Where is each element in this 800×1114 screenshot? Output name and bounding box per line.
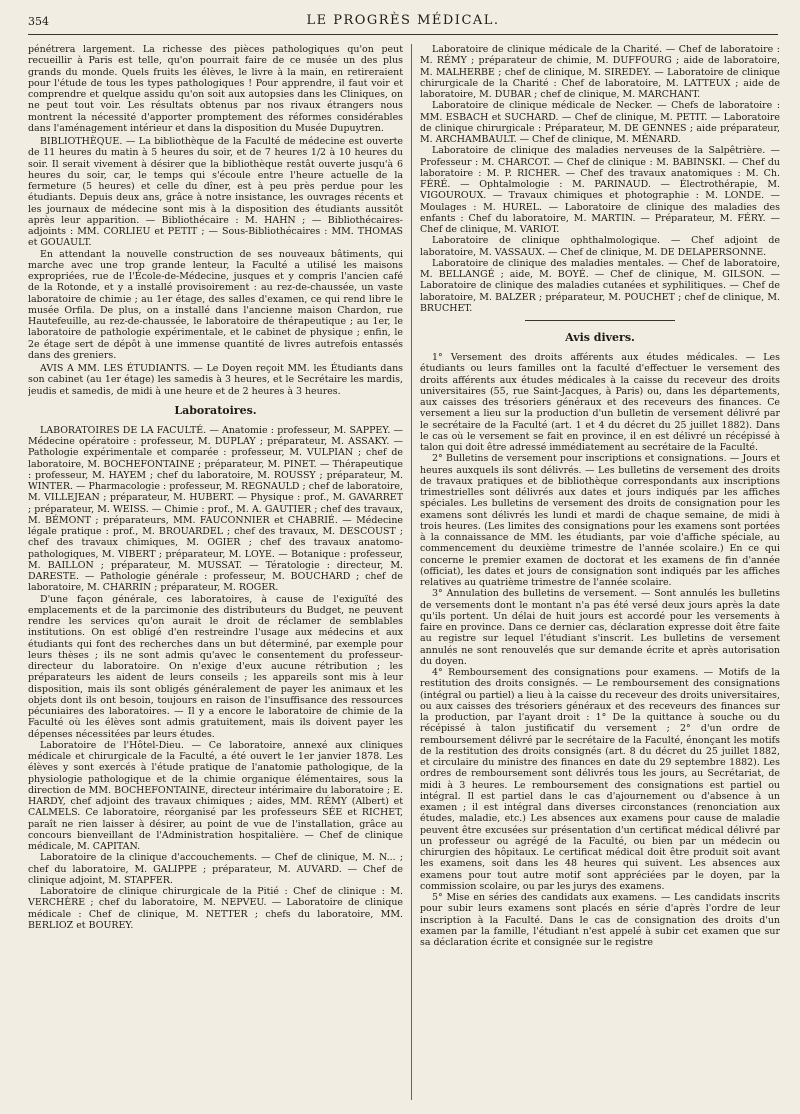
left-column	[28, 44, 403, 1108]
page-header	[28, 12, 778, 35]
page-number: 354	[28, 15, 49, 28]
hotel-dieu-paragraph: Laboratoire de l'Hôtel-Dieu. — Ce laboratoire, annexé aux cliniques médicale et chirurgicale de la Faculté, a été ouvert le 1er janvier 1878. Les élèves y sont exercés à l'étude pratique de l'anatomie pathologique, de la physiologie pathologique et de la chimie organique élémentaires, sous la direction de MM. BOCHEFONTAINE, directeur intérimaire du laboratoire ; E. HARDY, chef adjoint des travaux chimiques ; aides, MM. RÉMY (Albert) et CALMELS. Ce laboratoire, réorganisé par les professeurs SÉE et RICHET, paraît ne rien laisser à désirer, au point de vue de l'installation, grâce au concours bienveillant de l'Administration hospitalière. — Chef de clinique médicale, M. CAPITAN.	[28, 739, 403, 852]
batiments-paragraph: En attendant la nouvelle construction de ses nouveaux bâtiments, qui marche avec une trop grande lenteur, la Faculté a utilisé les maisons expropriées, rue de l'École-de-Médecine, jusques et y compris l'ancien café de la Rotonde, et y a installé provisoirement : au rez-de-chaussée, un vaste laboratoire de chimie ; au 1er étage, des salles d'examen, ce qui rend libre le musée Orfila. De plus, on a installé dans l'ancienne maison Chardon, rue Hautefeuille, au rez-de-chaussée, le laboratoire de thérapeutique ; au 1er, le laboratoire de pathologie expérimentale, et le cabinet de physique ; enfin, le 2e étage sert de dépôt à une immense quantité de livres autrefois entassés dans des greniers.	[28, 248, 403, 361]
section-divider	[525, 320, 675, 321]
avis-item-4: 4° Remboursement des consignations pour examens. — Motifs de la restitution des droits consignés. — Le remboursement des consignations (intégral ou partiel) a lieu à la caisse du receveur des droits universitaires, ou aux caisses des trésoriers généraux et des receveurs des finances sur la production, par l'ayant droit : 1° De la quittance à souche ou du récépissé à talon justificatif du versement ; 2° d'un ordre de remboursement délivré par le secrétaire de la Faculté, énonçant les motifs de la restitution des droits consignés (art. 8 du décret du 25 juillet 1882, et circulaire du ministre des finances en date du 29 septembre 1882). Les ordres de remboursement sont délivrés tous les jours, au Secrétariat, de midi à 3 heures. Le remboursement des consignations est partiel ou intégral. Il est partiel dans le cas d'ajournement ou d'absence à un examen ; il est intégral dans diverses circonstances (renonciation aux études, maladie, etc.) Les absences aux examens pour cause de maladie peuvent être excusées sur présentation d'un certificat médical délivré par un professeur ou agrégé de la Faculté, ou bien par un médecin ou chirurgien des hôpitaux. Le certificat médical doit être produit soit avant les examens, soit dans les 48 heures qui suivent. Les absences aux examens pour tout autre motif sont appréciées par le doyen, par la commission scolaire, ou par les jurys des examens.	[420, 667, 780, 892]
avis-item-3: 3° Annulation des bulletins de versement. — Sont annulés les bulletins de versements dont le montant n'a pas été versé deux jours après la date qu'ils portent. Un délai de huit jours est accordé pour les versements à faire en province. Dans ce dernier cas, déclaration expresse doit être faite au registre sur lequel l'étudiant s'inscrit. Les bulletins de versement annulés ne sont renouvelés que sur demande écrite et après autorisation du doyen.	[420, 588, 780, 667]
right-column	[420, 44, 780, 1108]
pitie-paragraph: Laboratoire de clinique chirurgicale de la Pitié : Chef de clinique : M. VERCHÈRE ; chef du laboratoire, M. NEPVEU. — Laboratoire de clinique médicale : Chef de clinique, M. NETTER ; chefs du laboratoire, MM. BERLIOZ et BOUREY.	[28, 886, 403, 931]
avis-item-2: 2° Bulletins de versement pour inscriptions et consignations. — Jours et heures auxquels ils sont délivrés. — Les bulletins de versement des droits de travaux pratiques et de bibliothèque correspondants aux inscriptions trimestrielles sont délivrés aux dates et jours indiqués par les affiches spéciales. Les bulletins de versement des droits de consignation pour les examens sont délivrés les lundi et mardi de chaque semaine, de midi à trois heures. (Les limites des consignations pour les examens sont portées à la connaissance de MM. les étudiants, par voie d'affiche spéciale, au commencement du deuxième trimestre de l'année scolaire.) En ce qui concerne le premier examen de doctorat et les examens de fin d'année (officiat), les dates et jours de consignation sont indiqués par les affiches relatives au quatrième trimestre de l'année scolaire.	[420, 453, 780, 588]
maladies-mentales-paragraph: Laboratoire de clinique des maladies mentales. — Chef de laboratoire, M. BELLANGÉ ; aide, M. BOYÉ. — Chef de clinique, M. GILSON. — Laboratoire de clinique des maladies cutanées et syphilitiques. — Chef de laboratoire, M. BALZER ; préparateur, M. POUCHET ; chef de clinique, M. BRUCHET.	[420, 257, 780, 314]
laboratoires-faculte-paragraph: LABORATOIRES DE LA FACULTÉ. — Anatomie : professeur, M. SAPPEY. — Médecine opératoire : professeur, M. DUPLAY ; préparateur, M. ASSAKY. — Pathologie expérimentale et comparée : professeur, M. VULPIAN ; chef de laboratoire, M. BOCHEFONTAINE ; préparateur, M. PINET. — Thérapeutique : professeur, M. HAYEM ; chef du laboratoire, M. ROUSSY ; préparateur, M. WINTER. — Pharmacologie : professeur, M. REGNAULD ; chef de laboratoire, M. VILLEJEAN ; préparateur, M. HUBERT. — Physique : prof., M. GAVARRET ; préparateur, M. WEISS. — Chimie : prof., M. A. GAUTIER ; chef des travaux, M. BÉMONT ; préparateurs, MM. FAUCONNIER et CHABRIÉ. — Médecine légale pratique : prof., M. BROUARDEL ; chef des travaux, M. DESCOUST ; chef des travaux chimiques, M. OGIER ; chef des travaux anatomo-pathologiques, M. VIBERT ; préparateur, M. LOYE. — Botanique : professeur, M. BAILLON ; préparateur, M. MUSSAT. — Tératologie : directeur, M. DARESTE. — Pathologie générale : professeur, M. BOUCHARD ; chef de laboratoire, M. CHARRIN ; préparateur, M. ROGER.	[28, 424, 403, 594]
necker-paragraph: Laboratoire de clinique médicale de Necker. — Chefs de laboratoire : MM. ESBACH et SUCHARD. — Chef de clinique, M. PETIT. — Laboratoire de clinique chirurgicale : Préparateur, M. DE GENNES ; aide préparateur, M. ARCHAMBAULT. — Chef de clinique, M. MÉNARD.	[420, 100, 780, 145]
charite-paragraph: Laboratoire de clinique médicale de la Charité. — Chef de laboratoire : M. RÉMY ; préparateur de chimie, M. DUFFOURG ; aide de laboratoire, M. MALHERBE ; chef de clinique, M. SIREDEY. — Laboratoire de clinique chirurgicale de la Charité : Chef de laboratoire, M. LATTEUX ; aide de laboratoire, M. DUBAR ; chef de clinique, M. MARCHANT.	[420, 44, 780, 100]
accouchements-paragraph: Laboratoire de la clinique d'accouchements. — Chef de clinique, M. N... ; chef du laboratoire, M. GALIPPE ; préparateur, M. AUVARD. — Chef de clinique adjoint, M. STAPFER.	[28, 852, 403, 886]
avis-etudiants-paragraph: AVIS A MM. LES ÉTUDIANTS. — Le Doyen reçoit MM. les Étudiants dans son cabinet (au 1er étage) les samedis à 3 heures, et le Secrétaire les mardis, jeudis et samedis, de midi à une heure et de 2 heures à 3 heures.	[28, 363, 403, 397]
avis-item-5: 5° Mise en séries des candidats aux examens. — Les candidats inscrits pour subir leurs examens sont placés en série d'après l'ordre de leur inscription à la Faculté. Dans le cas de consignation des droits d'un examen par la famille, l'étudiant n'est appelé à subir cet examen que sur sa déclaration écrite et consignée sur le registre	[420, 892, 780, 948]
avis-divers-heading: Avis divers.	[565, 331, 635, 344]
musee-paragraph: pénétrera largement. La richesse des pièces pathologiques qu'on peut recueillir à Paris est telle, qu'on pourrait faire de ce musée un des plus grands du monde. Quels fruits les élèves, le livre à la main, en retireraient pour l'étude de tous les types pathologiques ! Pour apprendre, il faut voir et comprendre et quelque assidu qu'on soit aux autopsies dans les Cliniques, on ne peut tout voir. Les résultats obtenus par nos rivaux étrangers nous montrent la nécessité d'apporter promptement des réformes considérables dans l'aménagement intérieur et dans la disposition du Musée Dupuytren.	[28, 44, 403, 134]
bibliotheque-paragraph: BIBLIOTHÈQUE. — La bibliothèque de la Faculté de médecine est ouverte de 11 heures du matin à 5 heures du soir, et de 7 heures 1/2 à 10 heures du soir. Il serait vivement à désirer que la bibliothèque restât ouverte jusqu'à 6 heures du soir, car, le temps qui s'écoule entre l'heure actuelle de la fermeture (5 heures) et celle du dîner, est à peu près perdue pour les étudiants. Depuis deux ans, grâce à notre insistance, les ouvrages récents et les journaux de médecine sont mis à la disposition des étudiants aussitôt après leur apparition. — Bibliothécaire : M. HAHN ; — Bibliothécaires-adjoints : MM. CORLIEU et PETIT ; — Sous-Bibliothécaires : MM. THOMAS et GOUAULT.	[28, 136, 403, 249]
journal-title: LE PROGRÈS MÉDICAL.	[306, 13, 500, 28]
ophthalmologique-paragraph: Laboratoire de clinique ophthalmologique. — Chef adjoint de laboratoire, M. VASSAUX. — Chef de clinique, M. DE DELAPERSONNE.	[420, 235, 780, 258]
salpetriere-paragraph: Laboratoire de clinique des maladies nerveuses de la Salpêtrière. — Professeur : M. CHARCOT. — Chef de clinique : M. BABINSKI. — Chef du laboratoire : M. P. RICHER. — Chef des travaux anatomiques : M. Ch. FÉRÉ. — Ophtalmologie : M. PARINAUD. — Électrothérapie, M. VIGOUROUX. — Travaux chimiques et photographie : M. LONDE. — Moulages : M. HUREL. — Laboratoire de clinique des maladies des enfants : Chef du laboratoire, M. MARTIN. — Préparateur, M. FÉRY. — Chef de clinique, M. VARIOT.	[420, 145, 780, 235]
avis-item-1: 1° Versement des droits afférents aux études médicales. — Les étudiants ou leurs familles ont la faculté d'effectuer le versement des droits afférents aux études médicales à la caisse du receveur des droits universitaires (55, rue Saint-Jacques, à Paris) ou, dans les départements, aux caisses des trésoriers généraux et des receveurs des finances. Ce versement a lieu sur la production d'un bulletin de versement délivré par le secrétaire de la Faculté (art. 1 et 4 du décret du 25 juillet 1882). Dans le cas où le versement se fait en province, il en est délivré un récépissé à talon qui doit être adressé immédiatement au secrétaire de la Faculté.	[420, 352, 780, 453]
laboratoires-general-paragraph: D'une façon générale, ces laboratoires, à cause de l'exiguïté des emplacements et de la parcimonie des distributeurs du Budget, ne peuvent rendre les services qu'on aurait le droit de réclamer de semblables institutions. On est obligé d'en restreindre l'usage aux médecins et aux étudiants qui font des recherches dans un but déterminé, par exemple pour leurs thèses ; ils ne sont admis qu'avec le consentement du professeur-directeur du laboratoire. On n'exige d'eux aucune rétribution ; les préparateurs les aident de leurs conseils ; les appareils sont mis à leur disposition, mais ils sont obligés généralement de payer les animaux et les objets dont ils ont besoin, toujours en raison de l'insuffisance des ressources pécuniaires des laboratoires. — Il y a encore le laboratoire de chimie de la Faculté où les élèves sont admis gratuitement, mais ils doivent payer les dépenses nécessitées par leurs études.	[28, 593, 403, 740]
column-divider	[411, 44, 412, 1100]
laboratoires-heading: Laboratoires.	[174, 403, 257, 417]
